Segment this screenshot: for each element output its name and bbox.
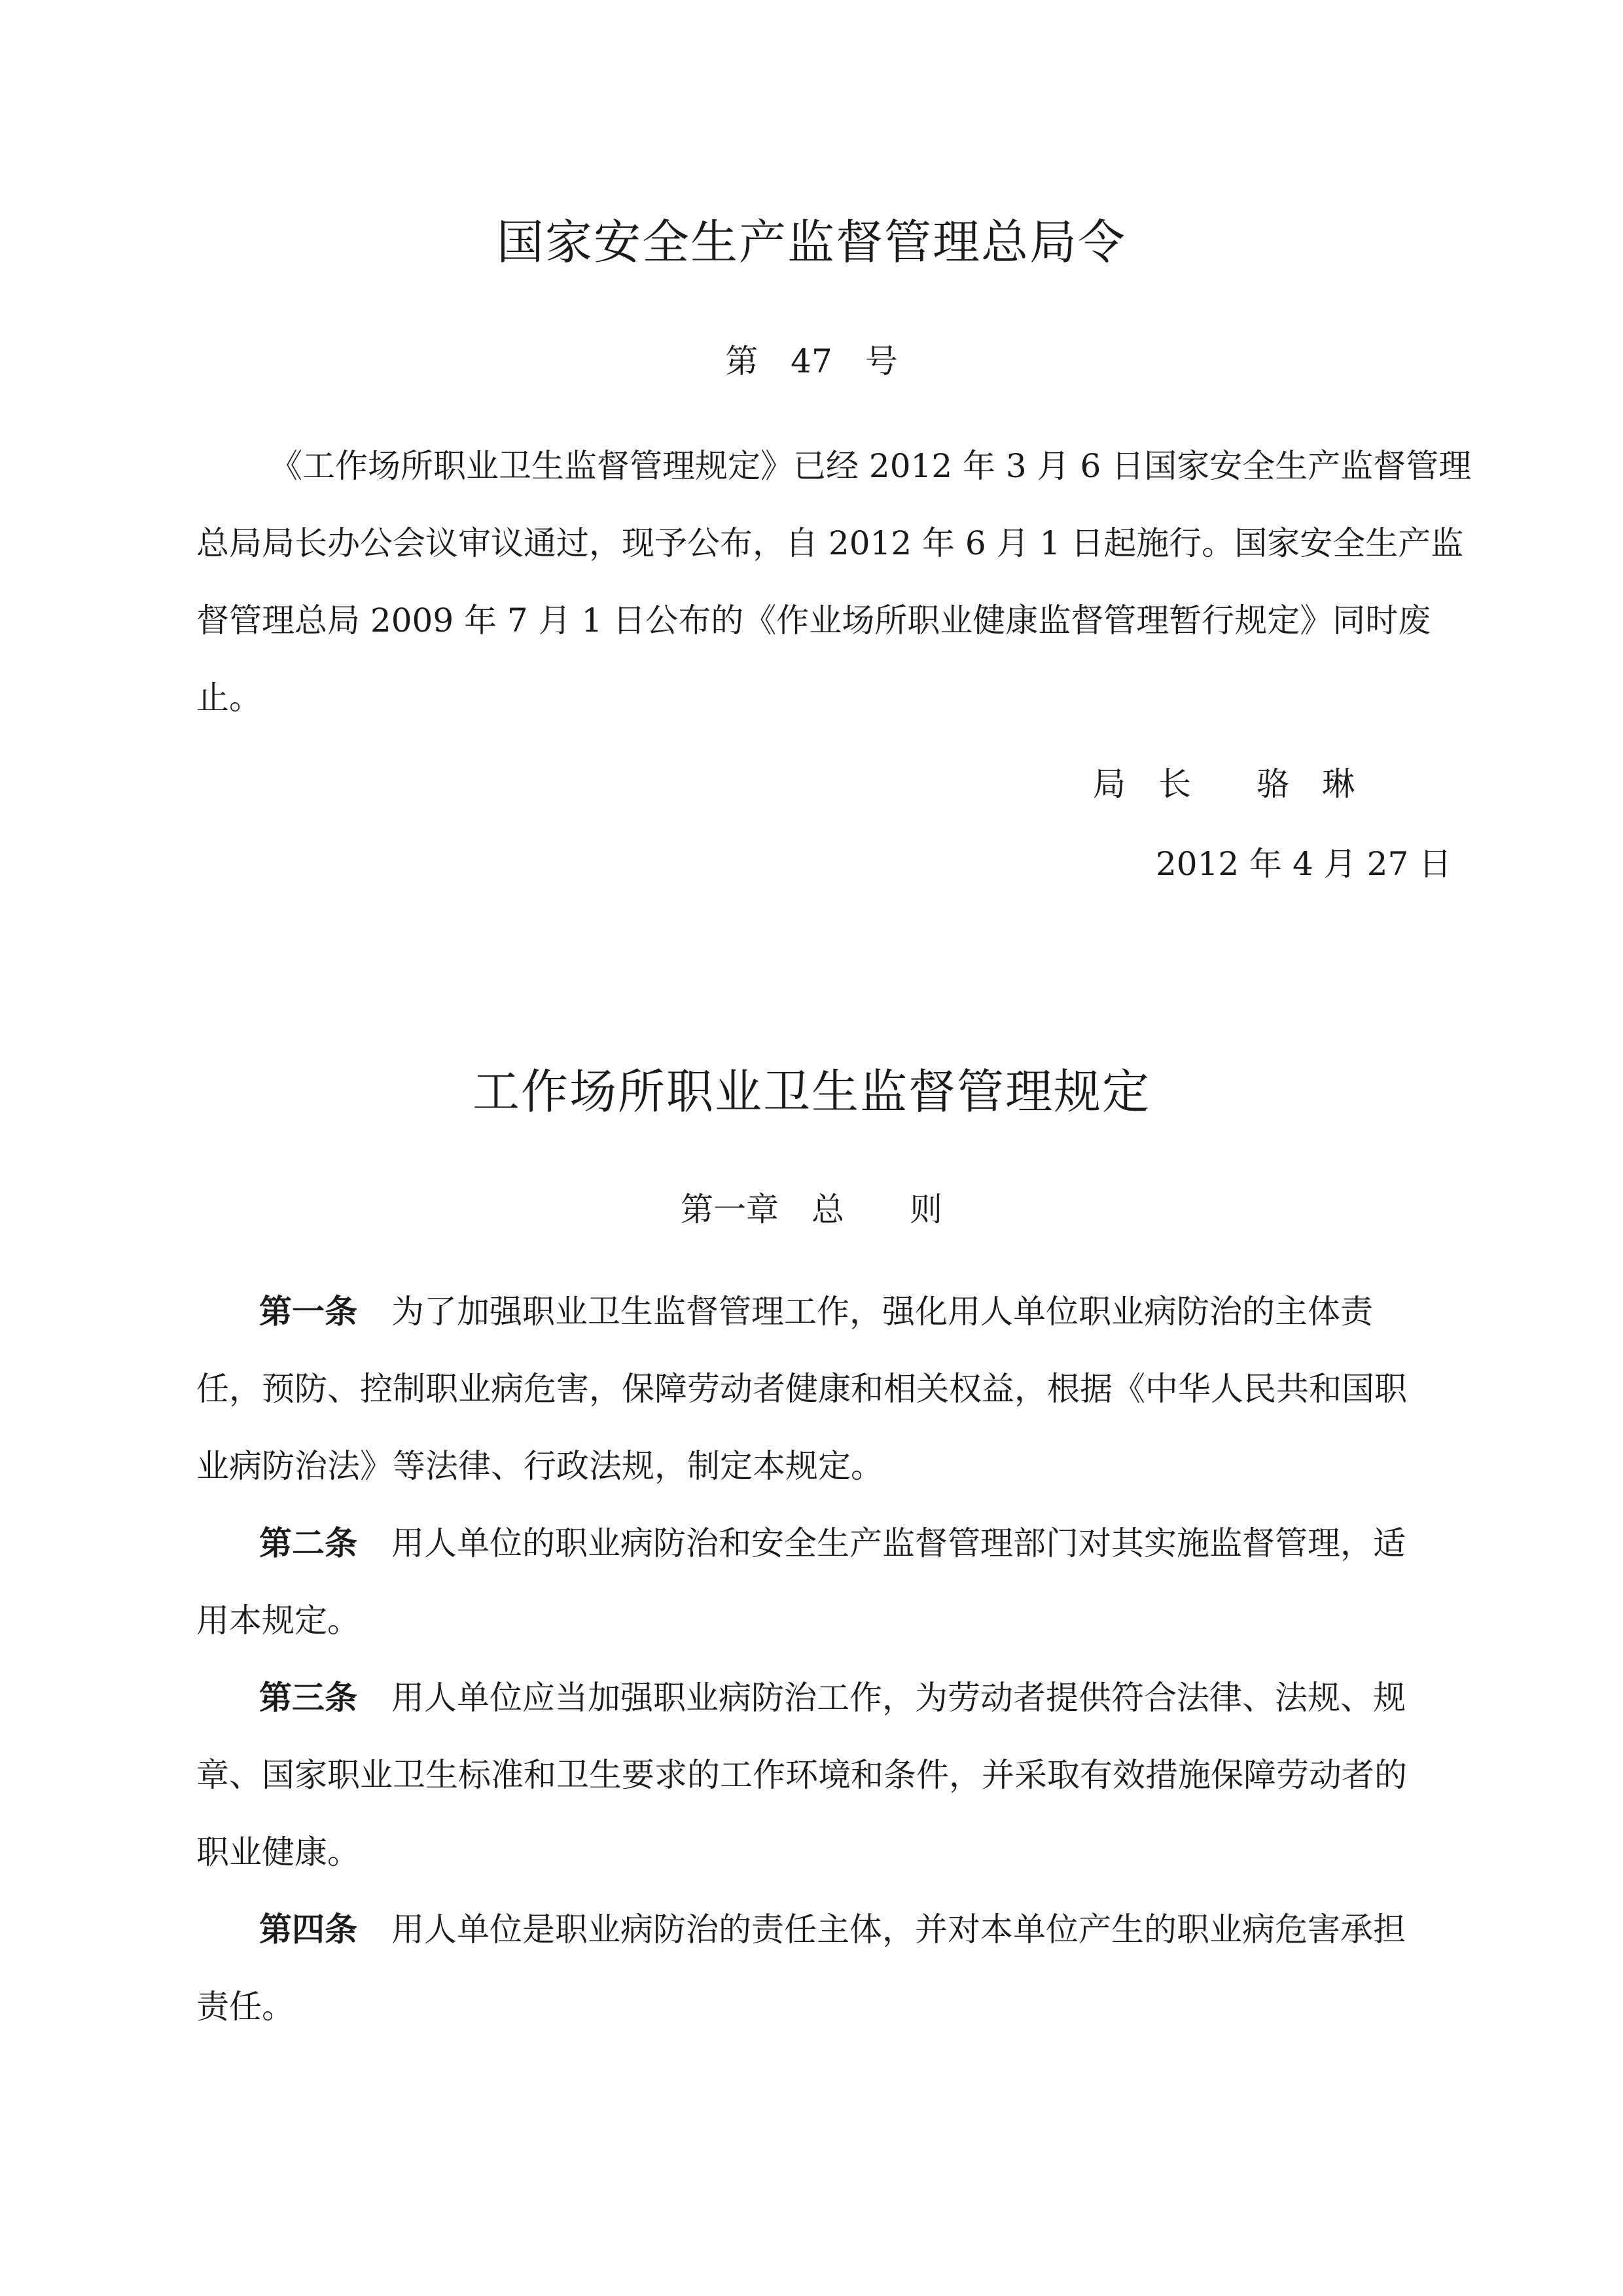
signer-line: 局 长 骆 琳 [1093,765,1355,803]
signature-date: 2012 年 4 月 27 日 [1156,845,1452,883]
article-text-line: 任，预防、控制职业病危害，保障劳动者健康和相关权益，根据《中华人民共和国职 [196,1370,1407,1408]
article-label: 第四条 [259,1910,357,1948]
article-first-line [259,1910,1406,1949]
chapter-heading: 第一章 总 则 [681,1191,942,1229]
article-text-line: 用本规定。 [196,1602,360,1640]
article-text: 为了加强职业卫生监督管理工作，强化用人单位职业病防治的主体责 [391,1293,1373,1331]
article-first-line [259,1292,1373,1331]
decree-title: 国家安全生产监督管理总局令 [496,215,1126,270]
article-label: 第一条 [259,1292,357,1331]
article-text: 用人单位是职业病防治的责任主体，并对本单位产生的职业病危害承担 [391,1910,1406,1948]
article-label: 第三条 [259,1678,357,1717]
decree-paragraph-line: 督管理总局 2009 年 7 月 1 日公布的《作业场所职业健康监督管理暂行规定》同时废 [196,601,1431,639]
article-text-line: 章、国家职业卫生标准和卫生要求的工作环境和条件，并采取有效措施保障劳动者的 [196,1756,1407,1794]
article-first-line [259,1524,1406,1563]
article-label: 第二条 [259,1524,357,1562]
article-text: 用人单位应当加强职业病防治工作，为劳动者提供符合法律、法规、规 [391,1679,1406,1717]
regulation-title: 工作场所职业卫生监督管理规定 [472,1064,1150,1119]
article-text-line: 责任。 [196,1988,294,2026]
article-first-line [259,1678,1406,1717]
decree-paragraph-line: 《工作场所职业卫生监督管理规定》已经 2012 年 3 月 6 日国家安全生产监督管理 [270,447,1472,485]
order-number: 第 47 号 [725,342,898,380]
decree-paragraph-line: 总局局长办公会议审议通过，现予公布，自 2012 年 6 月 1 日起施行。国家安全生产监 [196,524,1464,562]
article-text: 用人单位的职业病防治和安全生产监督管理部门对其实施监督管理，适 [391,1524,1406,1562]
decree-paragraph-line: 止。 [196,679,262,717]
article-text-line: 业病防治法》等法律、行政法规，制定本规定。 [196,1447,883,1485]
article-text-line: 职业健康。 [196,1833,360,1871]
